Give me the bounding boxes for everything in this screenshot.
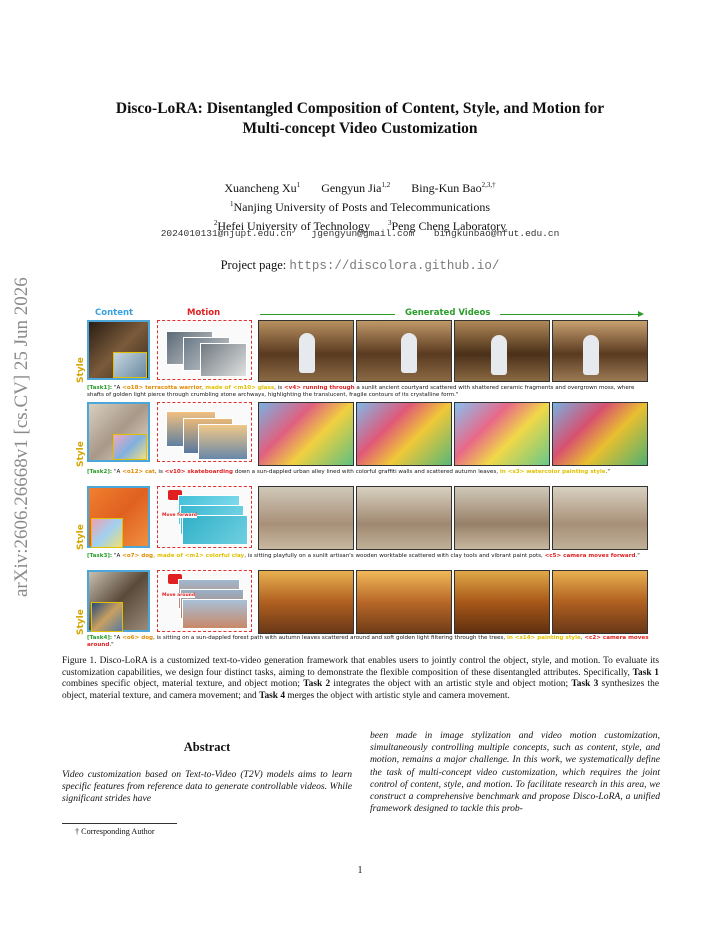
task2-prompt: [Task2]: "A <o12> cat, is <v10> skateboarding down a sun-dappled urban alley lined with colorful graffiti walls and scattered autumn leaves, in <s3> watercolor painting style." (87, 469, 610, 475)
generated-frame (454, 486, 550, 550)
generated-frame (258, 402, 354, 466)
footnote-rule (62, 823, 177, 824)
generated-frame (454, 320, 550, 382)
motion-frame (198, 424, 248, 460)
header-motion: Motion (187, 308, 221, 318)
project-page (60, 258, 660, 273)
header-arrow-head (638, 311, 644, 317)
title-line-1: Disco-LoRA: Disentangled Composition of Content, Style, and Motion for (115, 100, 605, 117)
content-reference-image (87, 570, 150, 632)
footnote: † Corresponding Author (75, 827, 155, 836)
generated-frame (356, 570, 452, 634)
author-name: Xuancheng Xu (224, 181, 297, 195)
header-arrow-right (500, 314, 640, 315)
task4-prompt: [Task4]: "A <o6> dog, is sitting on a sun-dappled forest path with autumn leaves scattered around and soft golden light filtering through the trees, in <s14> painting style, <c2> camera moves around." (87, 635, 649, 649)
generated-frame (552, 486, 648, 550)
motion-reference (157, 570, 252, 632)
generated-frame (356, 486, 452, 550)
author-aff: 1,2 (381, 181, 391, 189)
style-label: Style (76, 524, 86, 550)
style-label: Style (76, 357, 86, 383)
figure-caption: Figure 1. Disco-LoRA is a customized text-to-video generation framework that enables users to jointly control the object, style, and motion. To evaluate its customization capabilities, we design four distinct tasks, aiming to demonstrate the flexible composition of these disentangled attributes. Specifically, Task 1 combines specific object, material texture, and object motion; Task 2 integrates the object with an artistic style and object motion; Task 3 synthesizes the object, material texture, and camera movement; and Task 4 merges the object with artistic style and camera movement. (62, 656, 659, 701)
author-name: Gengyun Jia (321, 181, 382, 195)
generated-frame (356, 320, 452, 382)
generated-frame (258, 320, 354, 382)
style-label: Style (76, 609, 86, 635)
author-names (60, 177, 660, 196)
generated-frame (258, 570, 354, 634)
generated-frame (552, 320, 648, 382)
email-line (60, 228, 660, 239)
email[interactable]: 2024010131@njupt.edu.cn (160, 228, 292, 239)
affiliation-line-1: $^1$Nanjing University of Posts and Telecommunications (229, 200, 491, 214)
email[interactable]: bingkunbao@hfut.edu.cn (433, 228, 560, 239)
author-name: Bing-Kun Bao (411, 181, 482, 195)
material-inset-image (113, 352, 147, 378)
motion-frame (182, 515, 248, 545)
style-inset-image (91, 602, 123, 632)
header-arrow-left (260, 314, 395, 315)
figure-1 (75, 305, 660, 650)
motion-reference (157, 402, 252, 462)
generated-frame (454, 570, 550, 634)
content-reference-image (87, 320, 150, 380)
generated-frame (356, 402, 452, 466)
generated-frame (552, 402, 648, 466)
abstract-heading: Abstract (183, 740, 231, 754)
page-number: 1 (357, 865, 363, 876)
motion-frame (200, 343, 247, 377)
abstract-text-left: Video customization based on Text-to-Video (T2V) models aims to learn specific features from reference data to generate controllable videos. While significant strides have (62, 769, 352, 805)
title-line-2: Multi-concept Video Customization (242, 120, 478, 137)
content-reference-image (87, 402, 150, 462)
task3-prompt: [Task3]: "A <o7> dog, made of <m1> colorful clay, is sitting playfully on a sunlit artisan's wooden worktable scattered with clay tools and vibrant paint pots, <c5> camera moves forward." (87, 553, 640, 559)
author-aff: 1 (296, 181, 301, 189)
motion-frame (182, 599, 248, 629)
email[interactable]: jgengyun@gmail.com (311, 228, 415, 239)
author-block (60, 177, 660, 234)
style-inset-image (113, 434, 147, 460)
generated-frame (258, 486, 354, 550)
style-label: Style (76, 441, 86, 467)
paper-title (60, 99, 660, 139)
arxiv-stamp: arXiv:2606.26668v1 [cs.CV] 25 Jun 2026 (11, 277, 32, 597)
generated-frame (454, 402, 550, 466)
author-aff: 2,3,† (481, 181, 496, 189)
move-forward-label: Move forward (162, 513, 198, 518)
affiliation-line-2: $^2$Hefei University of Technology $^3$Peng Cheng Laboratory (213, 219, 507, 233)
content-reference-image (87, 486, 150, 548)
motion-reference (157, 486, 252, 548)
project-url-link[interactable]: https://discolora.github.io/ (289, 259, 500, 273)
task1-prompt: [Task1]: "A <o18> terracotta warrior, made of <m10> glass, is <v4> running through a sunlit ancient courtyard scattered with shattered ceramic fragments and overgrown moss, where shafts of golden light pierce through crumbling stone archways, highlighting the translucent, fragile contours of its crystalline form." (87, 385, 635, 399)
project-label: Project page: (220, 258, 287, 272)
move-around-label: Move around (162, 593, 196, 598)
motion-reference (157, 320, 252, 380)
header-generated: Generated Videos (405, 308, 491, 318)
header-content: Content (95, 308, 134, 318)
material-inset-image (91, 518, 123, 548)
generated-frame (552, 570, 648, 634)
abstract-text-right: been made in image stylization and video motion customization, simultaneously controlling multiple concepts, such as content, style, and motion, remains a major challenge. In this work, we systematically define the task of multi-concept video customization, which requires the joint control of content, style, and motion. To facilitate research in this area, we construct a comprehensive benchmark and propose Disco-LoRA, a unified framework designed to tackle this prob- (370, 730, 660, 815)
